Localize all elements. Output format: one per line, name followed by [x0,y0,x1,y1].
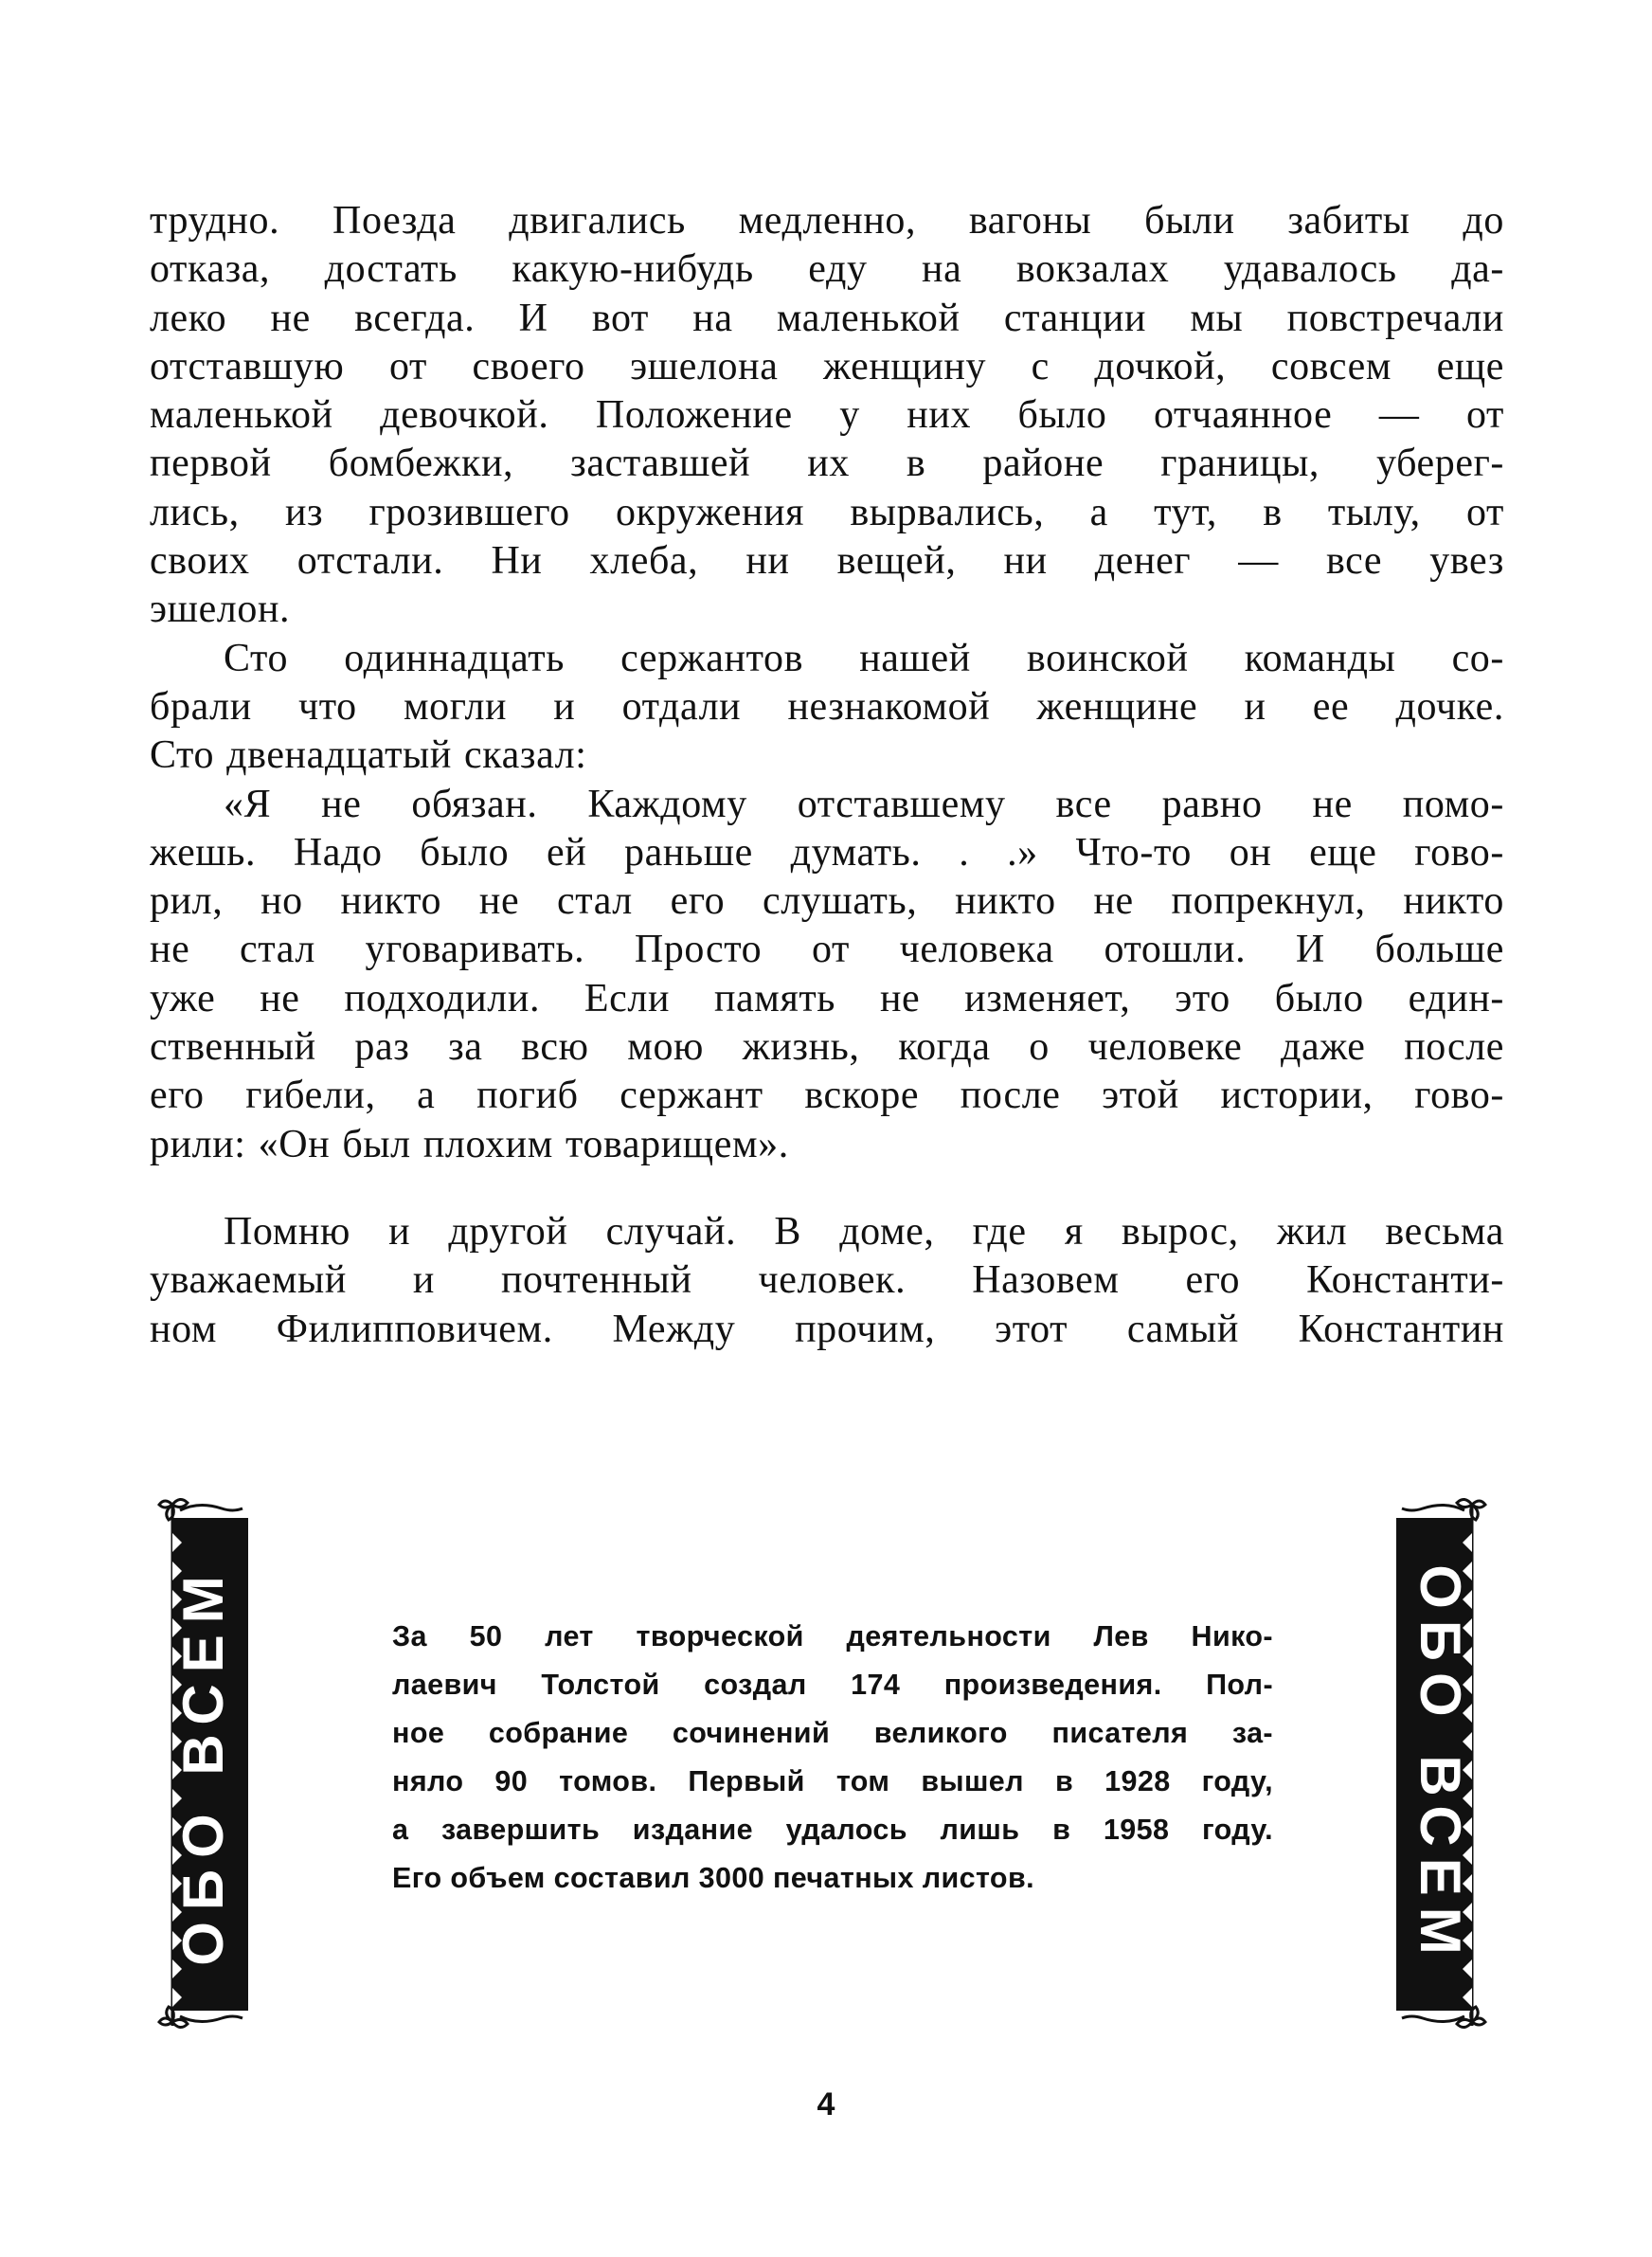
text-line: «Я не обязан. Каждому отставшему все равно не помо- [224,782,1504,826]
text-line: Помню и другой случай. В доме, где я вырос, жил весьма [224,1210,1504,1254]
text-line: первой бомбежки, заставшей их в районе границы, уберег- [150,442,1504,486]
text-line: рили: «Он был плохим товарищем». [150,1122,789,1166]
paragraph-2 [150,635,1504,781]
paragraph-1 [150,197,1504,635]
text-line: отставшую от своего эшелона женщину с дочкой, совсем еще [150,344,1504,388]
text-line: леко не всегда. И вот на маленькой станции мы повстречали [150,296,1504,340]
text-line: жешь. Надо было ей раньше думать. . .» Что-то он еще гово- [150,830,1504,875]
text-line: ственный раз за всю мою жизнь, когда о человеке даже после [150,1025,1504,1070]
text-line: маленькой девочкой. Положение у них было отчаянное — от [150,393,1504,438]
text-line: брали что могли и отдали незнакомой женщине и ее дочке. [150,684,1504,729]
banner-label: ОБО ВСЕМ [171,1564,235,1966]
sidebar-banner-left [152,1495,256,2035]
text-line: трудно. Поезда двигались медленно, вагоны были забиты до [150,199,1504,243]
text-line: лись, из грозившего окружения вырвались, а тут, в тылу, от [150,490,1504,534]
sidebar-banner-right [1385,1495,1489,2035]
text-line: ном Филипповичем. Между прочим, этот самый Константин [150,1307,1504,1351]
info-line: а завершить издание удалось лишь в 1958 году. [392,1814,1273,1846]
info-box-text [392,1613,1273,1903]
second-text-block [150,1208,1504,1354]
info-line: За 50 лет творческой деятельности Лев Нико- [392,1620,1273,1652]
text-line: Сто одиннадцать сержантов нашей воинской команды со- [224,636,1504,680]
banner-label: ОБО ВСЕМ [1409,1564,1472,1966]
text-line: рил, но никто не стал его слушать, никто не попрекнул, никто [150,879,1504,924]
info-line: Его объем составил 3000 печатных листов. [392,1862,1034,1894]
text-line: Сто двенадцатый сказал: [150,733,587,778]
text-line: своих отстали. Ни хлеба, ни вещей, ни денег — все увез [150,539,1504,584]
text-line: не стал уговаривать. Просто от человека отошли. И больше [150,928,1504,972]
text-line: эшелон. [150,587,291,632]
text-line: уже не подходили. Если память не изменяет, это было един- [150,976,1504,1020]
main-text-block [150,197,1504,1169]
info-line: ное собрание сочинений великого писателя за- [392,1717,1273,1749]
info-line: няло 90 томов. Первый том вышел в 1928 году, [392,1765,1273,1797]
paragraph-3 [150,781,1504,1169]
paragraph-4 [150,1208,1504,1354]
page-number: 4 [817,2086,835,2122]
info-line: лаевич Толстой создал 174 произведения. Пол- [392,1669,1273,1701]
text-line: уважаемый и почтенный человек. Назовем его Константи- [150,1258,1504,1303]
text-line: отказа, достать какую-нибудь еду на вокзалах удавалось да- [150,247,1504,292]
text-line: его гибели, а погиб сержант вскоре после этой истории, гово- [150,1074,1504,1118]
